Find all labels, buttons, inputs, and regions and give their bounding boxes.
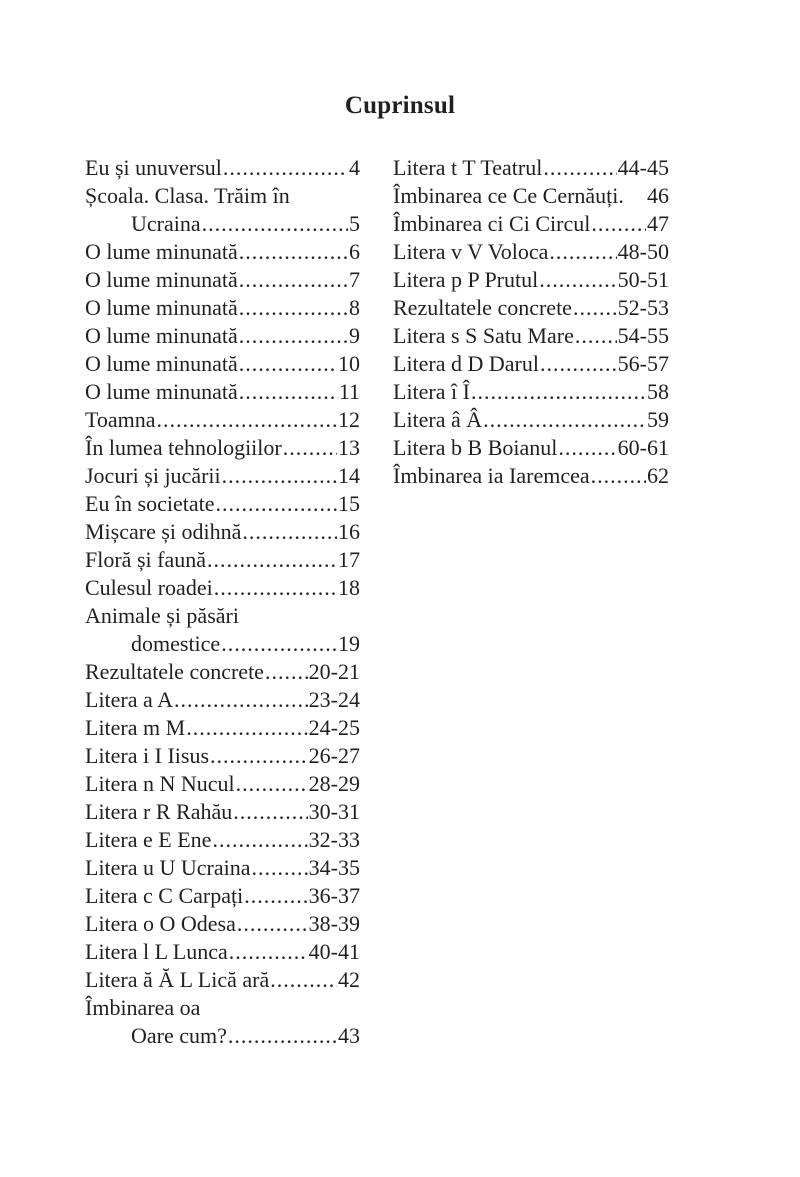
toc-entry	[85, 798, 360, 826]
toc-entry	[85, 938, 360, 966]
toc-entry-page: 32-33	[308, 827, 360, 852]
toc-leader-dots	[239, 266, 348, 294]
toc-entry-page: 50-51	[617, 267, 669, 292]
toc-entry	[85, 742, 360, 770]
toc-leader-dots	[239, 238, 348, 266]
toc-entry-page: 36-37	[308, 883, 360, 908]
toc-leader-dots	[575, 322, 617, 350]
toc-entry-title: Îmbinarea ia Iaremcea	[393, 463, 590, 488]
toc-entry-title: Ucraina	[131, 211, 201, 236]
toc-leader-dots	[214, 574, 337, 602]
toc-entry-page: 47	[647, 211, 669, 236]
toc-entry	[393, 434, 669, 462]
toc-entry-title: Litera d D Darul	[393, 351, 539, 376]
toc-entry-title: Îmbinarea ci Ci Circul	[393, 211, 591, 236]
toc-leader-dots	[242, 518, 337, 546]
toc-entry-title: Jocuri și jucării	[85, 463, 221, 488]
toc-entry-title: Rezultatele concrete	[85, 659, 264, 684]
toc-entry	[85, 182, 360, 210]
toc-leader-dots	[549, 238, 616, 266]
toc-entry-title: În lumea tehnologiilor	[85, 435, 282, 460]
toc-entry	[85, 714, 360, 742]
toc-leader-dots	[244, 882, 307, 910]
toc-entry-title: Școala. Clasa. Trăim în	[85, 183, 290, 208]
toc-leader-dots	[207, 546, 337, 574]
toc-entry	[85, 546, 360, 574]
toc-leader-dots	[222, 462, 337, 490]
toc-entry-title: Litera b B Boianul	[393, 435, 558, 460]
toc-entry-title: Litera m M	[85, 715, 186, 740]
toc-entry	[85, 490, 360, 518]
toc-entry-page: 52-53	[617, 295, 669, 320]
toc-entry	[85, 686, 360, 714]
toc-entry-page: 54-55	[617, 323, 669, 348]
toc-entry	[393, 350, 669, 378]
toc-entry	[85, 238, 360, 266]
toc-entry-page: 42	[338, 967, 360, 992]
toc-entry-page: 11	[338, 379, 360, 404]
toc-entry	[85, 770, 360, 798]
toc-entry	[85, 994, 360, 1022]
toc-entry	[85, 966, 360, 994]
toc-entry	[393, 406, 669, 434]
toc-entry	[85, 1022, 360, 1050]
toc-leader-dots	[221, 630, 337, 658]
toc-entry-title: Îmbinarea ce Ce Cernăuți.	[393, 183, 624, 208]
toc-entry-title: Rezultatele concrete	[393, 295, 572, 320]
toc-entry-page: 16	[338, 519, 360, 544]
toc-leader-dots	[591, 210, 646, 238]
toc-entry-page: 30-31	[308, 799, 360, 824]
toc-entry	[85, 350, 360, 378]
toc-leader-dots	[270, 966, 337, 994]
toc-leader-dots	[239, 294, 348, 322]
toc-entry-page: 9	[349, 323, 360, 348]
toc-entry-title: Litera a A	[85, 687, 173, 712]
toc-right-column	[393, 154, 669, 490]
toc-entry	[393, 294, 669, 322]
toc-entry-title: Litera u U Ucraina	[85, 855, 251, 880]
toc-entry-title: Mișcare și odihnă	[85, 519, 242, 544]
toc-leader-dots	[233, 798, 307, 826]
page-title: Cuprinsul	[344, 92, 456, 119]
toc-leader-dots	[210, 742, 308, 770]
toc-leader-dots	[236, 770, 308, 798]
toc-entry	[393, 378, 669, 406]
toc-entry-title: Animale și păsări	[85, 603, 239, 628]
toc-entry-title: Litera â Â	[393, 407, 483, 432]
toc-entry-title: Litera t T Teatrul	[393, 155, 543, 180]
toc-entry-title: O lume minunată	[85, 323, 238, 348]
toc-entry-page: 10	[338, 351, 360, 376]
toc-entry-title: Floră și faună	[85, 547, 206, 572]
toc-entry-page: 6	[349, 239, 360, 264]
toc-entry	[393, 266, 669, 294]
toc-entry-page: 44-45	[617, 155, 669, 180]
toc-entry	[85, 406, 360, 434]
toc-entry	[85, 518, 360, 546]
toc-leader-dots	[543, 154, 616, 182]
toc-entry-page: 48-50	[617, 239, 669, 264]
toc-entry-page: 43	[338, 1023, 360, 1048]
toc-leader-dots	[539, 266, 616, 294]
toc-leader-dots	[558, 434, 616, 462]
toc-leader-dots	[174, 686, 308, 714]
toc-entry-page: 15	[338, 491, 360, 516]
toc-entry	[85, 882, 360, 910]
toc-entry-page: 14	[338, 463, 360, 488]
toc-entry-title: Eu în societate	[85, 491, 215, 516]
toc-leader-dots	[228, 1022, 337, 1050]
toc-entry	[393, 182, 669, 210]
toc-entry	[85, 266, 360, 294]
toc-entry-title: Toamna	[85, 407, 156, 432]
toc-entry	[85, 378, 360, 406]
toc-leader-dots	[223, 154, 348, 182]
toc-leader-dots	[252, 854, 308, 882]
toc-entry	[85, 910, 360, 938]
toc-entry-page: 8	[349, 295, 360, 320]
toc-entry-page: 62	[647, 463, 669, 488]
toc-entry-title: Litera p P Prutul	[393, 267, 539, 292]
toc-entry-title: domestice	[131, 631, 221, 656]
toc-leader-dots	[186, 714, 307, 742]
toc-entry-title: Litera o O Odesa	[85, 911, 236, 936]
toc-leader-dots	[212, 826, 307, 854]
toc-leader-dots	[202, 210, 348, 238]
toc-entry-title: O lume minunată	[85, 239, 238, 264]
toc-entry-page: 18	[338, 575, 360, 600]
toc-entry-title: Litera n N Nucul	[85, 771, 235, 796]
toc-entry-title: Litera ă Ă L Lică ară	[85, 967, 270, 992]
toc-leader-dots	[283, 434, 337, 462]
toc-entry-title: Oare cum?	[131, 1023, 227, 1048]
toc-entry-page: 40-41	[308, 939, 360, 964]
toc-entry-page: 28-29	[308, 771, 360, 796]
toc-leader-dots	[239, 378, 338, 406]
toc-entry-title: O lume minunată	[85, 267, 238, 292]
toc-entry-title: Eu și unuversul	[85, 155, 222, 180]
toc-entry-title: Litera l L Lunca	[85, 939, 228, 964]
toc-entry-title: Îmbinarea oa	[85, 995, 201, 1020]
toc-entry	[85, 434, 360, 462]
toc-entry-page: 56-57	[617, 351, 669, 376]
toc-entry-title: O lume minunată	[85, 351, 238, 376]
toc-leader-dots	[239, 322, 348, 350]
toc-entry	[85, 294, 360, 322]
toc-entry-title: Litera i I Iisus	[85, 743, 210, 768]
toc-entry	[85, 630, 360, 658]
toc-left-column	[85, 154, 360, 1050]
toc-entry-title: Litera î Î	[393, 379, 470, 404]
toc-entry-page: 17	[338, 547, 360, 572]
toc-entry-page: 38-39	[308, 911, 360, 936]
toc-entry-title: Litera c C Carpați	[85, 883, 244, 908]
toc-entry	[85, 154, 360, 182]
toc-entry-title: Litera v V Voloca	[393, 239, 549, 264]
toc-entry	[85, 322, 360, 350]
toc-entry-title: Litera e E Ene	[85, 827, 212, 852]
toc-entry-page: 4	[349, 155, 360, 180]
toc-entry	[85, 602, 360, 630]
toc-leader-dots	[229, 938, 308, 966]
toc-entry-page: 19	[338, 631, 360, 656]
toc-entry-page: 5	[349, 211, 360, 236]
toc-entry	[85, 462, 360, 490]
toc-leader-dots	[471, 378, 646, 406]
toc-leader-dots	[237, 910, 308, 938]
toc-entry	[85, 658, 360, 686]
toc-leader-dots	[540, 350, 617, 378]
toc-leader-dots	[157, 406, 337, 434]
toc-entry-page: 58	[647, 379, 669, 404]
toc-entry-title: O lume minunată	[85, 295, 238, 320]
toc-entry-page: 60-61	[617, 435, 669, 460]
toc-entry-page: 59	[647, 407, 669, 432]
toc-leader-dots	[265, 658, 308, 686]
toc-entry-page: 23-24	[308, 687, 360, 712]
toc-entry	[85, 826, 360, 854]
toc-entry	[85, 854, 360, 882]
toc-entry-page: 24-25	[308, 715, 360, 740]
toc-entry-page: 13	[338, 435, 360, 460]
toc-entry-title: Litera s S Satu Mare	[393, 323, 574, 348]
toc-entry	[85, 210, 360, 238]
toc-entry-title: Litera r R Rahău	[85, 799, 233, 824]
toc-entry	[393, 238, 669, 266]
toc-entry-page: 34-35	[308, 855, 360, 880]
toc-entry	[393, 322, 669, 350]
toc-leader-dots	[591, 462, 646, 490]
toc-entry	[393, 154, 669, 182]
toc-leader-dots	[483, 406, 646, 434]
toc-leader-dots	[573, 294, 617, 322]
toc-entry-page: 26-27	[308, 743, 360, 768]
toc-entry-page: 12	[338, 407, 360, 432]
toc-leader-dots	[239, 350, 337, 378]
toc-entry-page: 20-21	[308, 659, 360, 684]
toc-leader-dots	[216, 490, 337, 518]
toc-entry-title: Culesul roadei	[85, 575, 213, 600]
toc-entry-page: 46	[647, 183, 669, 208]
toc-entry	[393, 210, 669, 238]
toc-entry-title: O lume minunată	[85, 379, 238, 404]
toc-entry	[85, 574, 360, 602]
toc-entry	[393, 462, 669, 490]
toc-entry-page: 7	[349, 267, 360, 292]
